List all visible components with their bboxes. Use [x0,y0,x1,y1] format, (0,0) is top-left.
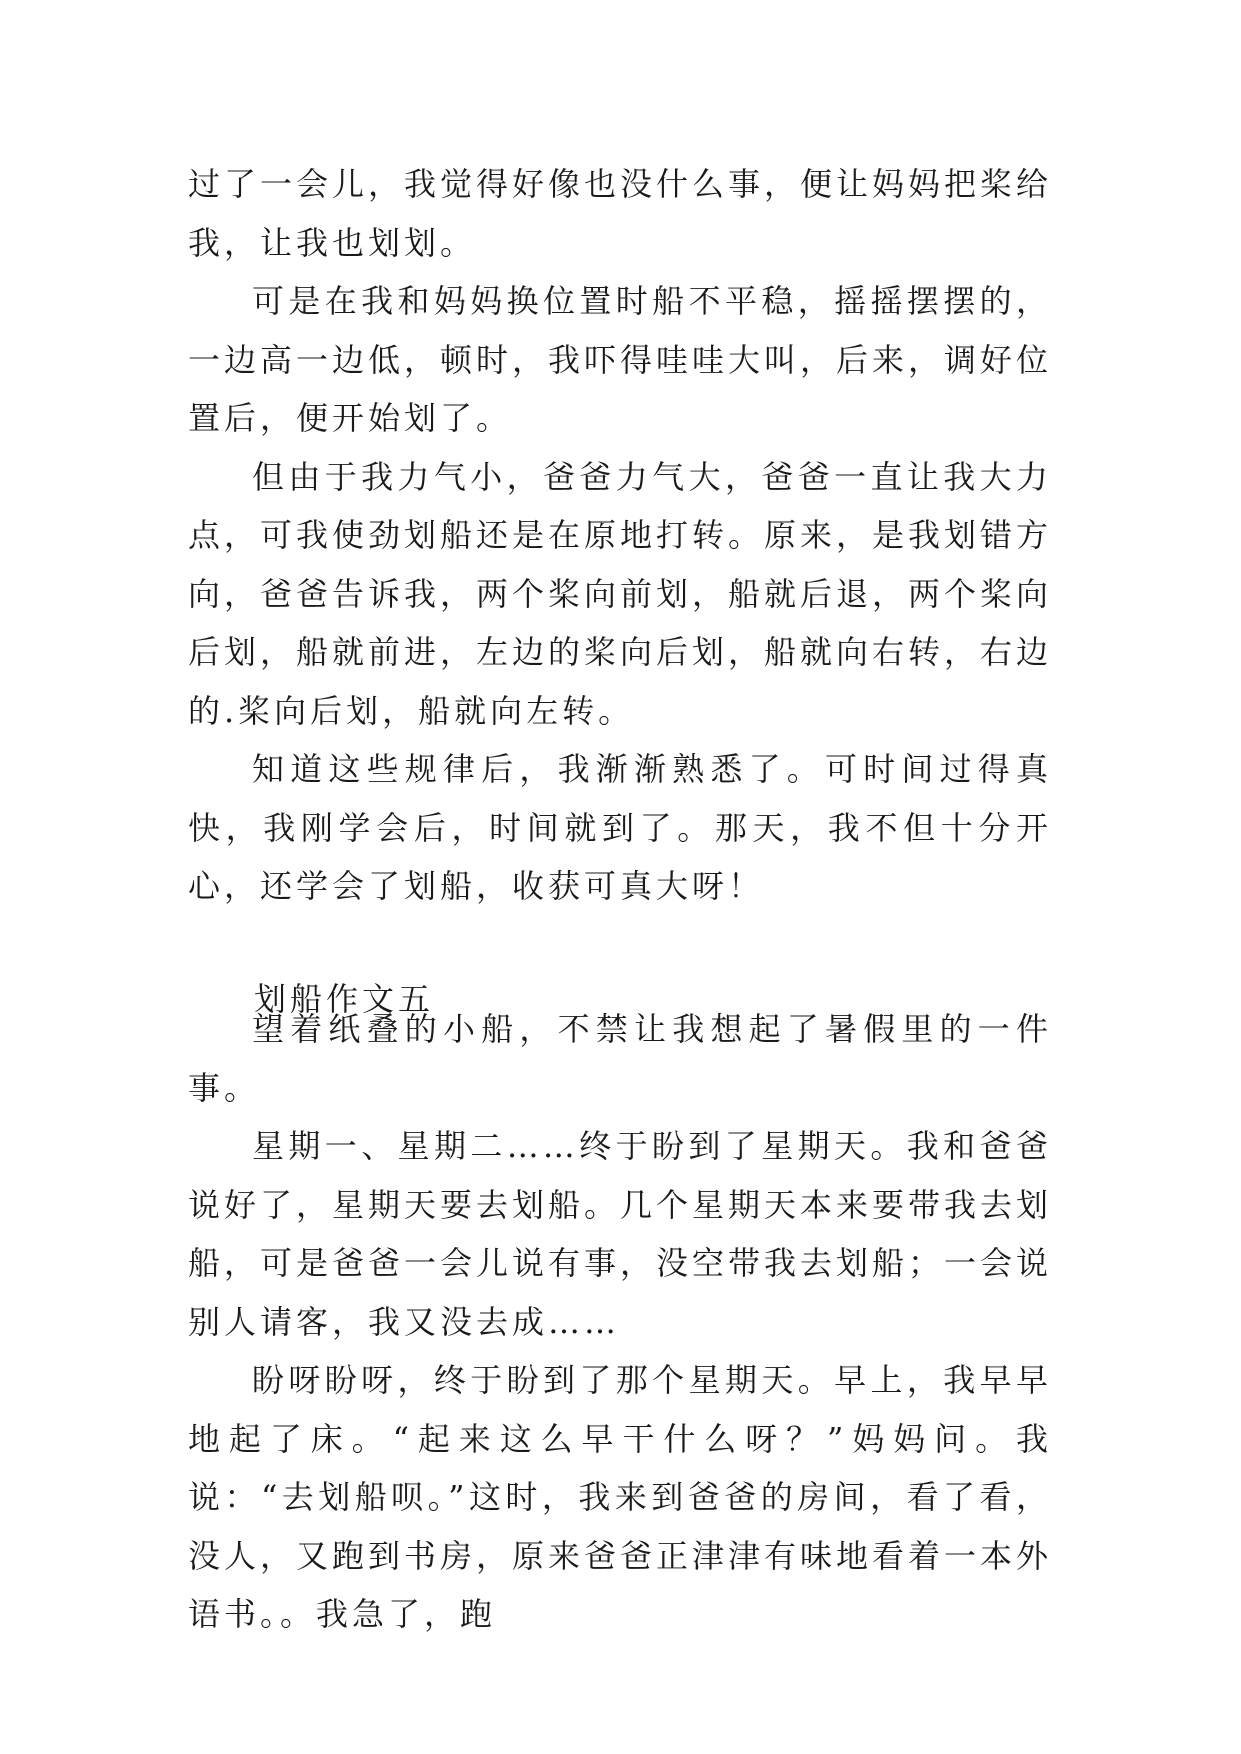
paragraph: 盼呀盼呀，终于盼到了那个星期天。早上，我早早地起了床。“起来这么早干什么呀？”妈妈问。我说：“去划船呗。”这时，我来到爸爸的房间，看了看，没人，又跑到书房，原来爸爸正津津有味地看着一本外语书。。我急了，跑 [188,1361,1053,1633]
essay-body-part-2 [188,1000,1052,1644]
essay-body-part-1 [188,155,1052,916]
section-title: 划船作文五 [254,980,435,1018]
paragraph: 望着纸叠的小船，不禁让我想起了暑假里的一件事。 [188,1010,1052,1107]
paragraph: 知道这些规律后，我渐渐熟悉了。可时间过得真快，我刚学会后，时间就到了。那天，我不但十分开心，还学会了划船，收获可真大呀！ [188,750,1052,905]
paragraph: 过了一会儿，我觉得好像也没什么事，便让妈妈把桨给我，让我也划划。 [188,165,1053,262]
paragraph: 可是在我和妈妈换位置时船不平稳，摇摇摆摆的，一边高一边低，顿时，我吓得哇哇大叫，后来，调好位置后，便开始划了。 [188,282,1053,437]
paragraph: 星期一、星期二……终于盼到了星期天。我和爸爸说好了，星期天要去划船。几个星期天本来要带我去划船，可是爸爸一会儿说有事，没空带我去划船；一会说别人请客，我又没去成…… [188,1127,1053,1341]
paragraph: 但由于我力气小，爸爸力气大，爸爸一直让我大力点，可我使劲划船还是在原地打转。原来，是我划错方向，爸爸告诉我，两个桨向前划，船就后退，两个桨向后划，船就前进，左边的桨向后划，船就向右转，右边的.桨向后划，船就向左转。 [188,457,1053,730]
